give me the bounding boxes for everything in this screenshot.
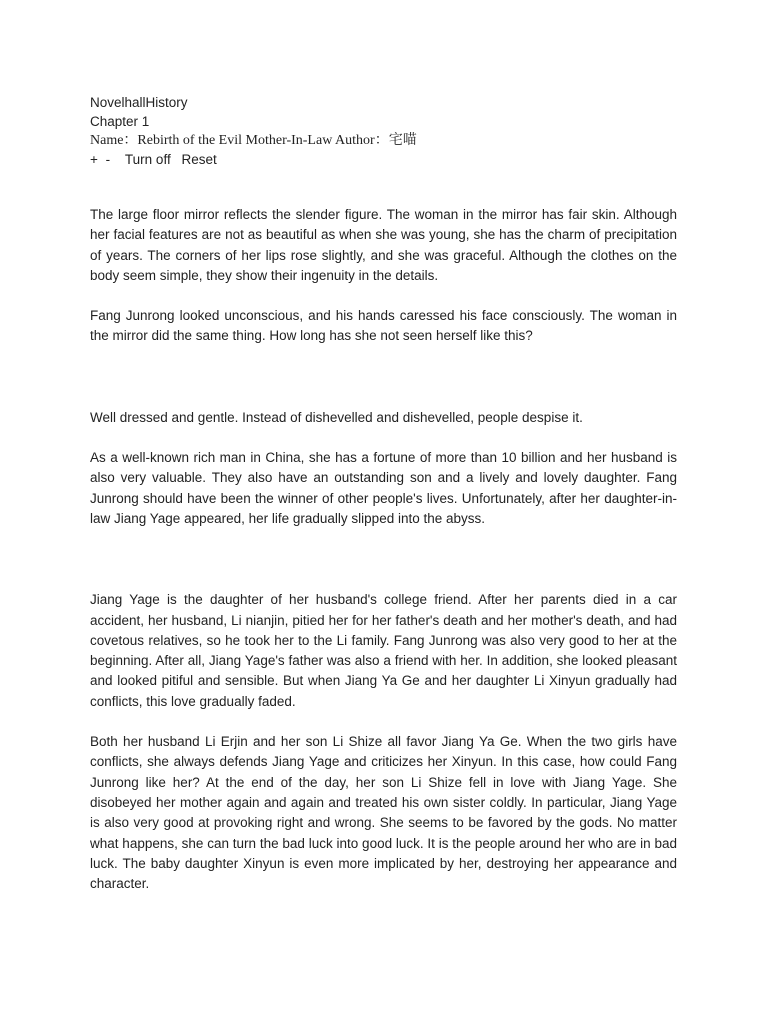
- turn-off-button[interactable]: Turn off: [124, 152, 171, 167]
- font-decrease-button[interactable]: -: [105, 152, 111, 167]
- reader-controls: [90, 150, 690, 169]
- book-info: Name：Rebirth of the Evil Mother-In-Law Author：宅喵: [90, 133, 417, 148]
- paragraph: Fang Junrong looked unconscious, and his hands caressed his face consciously. The woman in the mirror did the same thing. How long has she not seen herself like this?: [90, 308, 677, 344]
- site-title[interactable]: NovelhallHistory: [90, 95, 188, 110]
- paragraph: As a well-known rich man in China, she has a fortune of more than 10 billion and her husband is also very valuable. They also have an outstanding son and a lively and lovely daughter. Fang Junrong should have been the winner of other people's lives. Unfortunately, after her daughter-in-law Jiang Yage appeared, her life gradually slipped into the abyss.: [90, 450, 677, 526]
- chapter-title: Chapter 1: [90, 114, 150, 129]
- chapter-content: [90, 205, 677, 894]
- font-increase-button[interactable]: +: [90, 152, 98, 167]
- paragraph: Both her husband Li Erjin and her son Li Shize all favor Jiang Ya Ge. When the two girls have conflicts, she always defends Jiang Yage and criticizes her Xinyun. In this case, how could Fang Junrong like her? At the end of the day, her son Li Shize fell in love with Jiang Yage. She disobeyed her mother again and again and treated his own sister coldly. In particular, Jiang Yage is also very good at provoking right and wrong. She seems to be favored by the gods. No matter what happens, she can turn the bad luck into good luck. It is the people around her who are in bad luck. The baby daughter Xinyun is even more implicated by her, destroying her appearance and character.: [90, 734, 677, 892]
- paragraph: Jiang Yage is the daughter of her husband's college friend. After her parents died in a car accident, her husband, Li nianjin, pitied her for her father's death and her mother's death, and had covetous relatives, so he took her to the Li family. Fang Junrong was also very good to her at the beginning. After all, Jiang Yage's father was also a friend with her. In addition, she looked pleasant and looked pitiful and sensible. But when Jiang Ya Ge and her daughter Li Xinyun gradually had conflicts, this love gradually faded.: [90, 592, 677, 709]
- paragraph: Well dressed and gentle. Instead of dishevelled and dishevelled, people despise it.: [90, 409, 583, 425]
- chapter-header: [90, 93, 690, 169]
- reset-button[interactable]: Reset: [181, 152, 217, 167]
- paragraph: The large floor mirror reflects the slender figure. The woman in the mirror has fair skin. Although her facial features are not as beautiful as when she was young, she has the charm of precipitation of years. The corners of her lips rose slightly, and she was graceful. Although the clothes on the body seem simple, they show their ingenuity in the details.: [90, 207, 677, 283]
